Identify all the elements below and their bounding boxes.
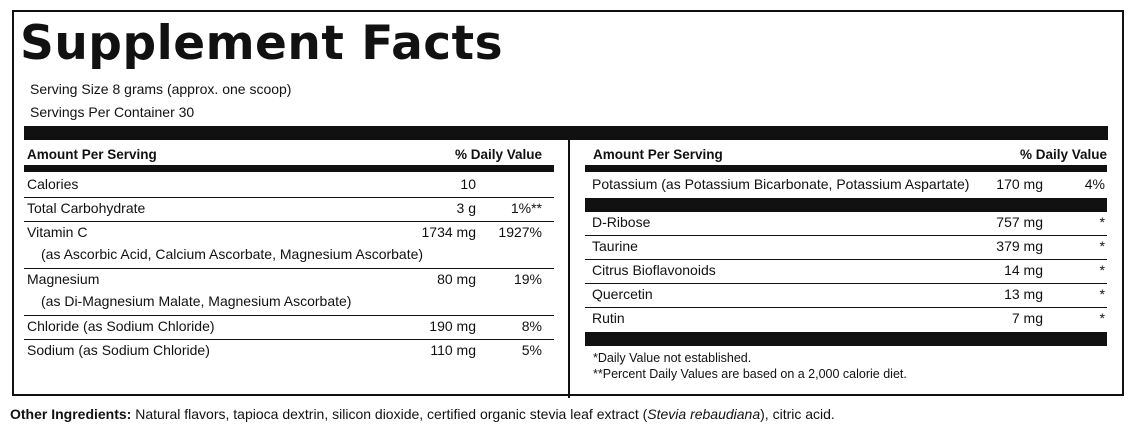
nutrient-name: Quercetin <box>592 286 653 302</box>
nutrient-name: Magnesium <box>27 271 100 287</box>
footnote-dv-not-established: *Daily Value not established. <box>593 351 752 365</box>
nutrient-amount: 13 mg <box>1004 286 1043 302</box>
nutrient-dv: 4% <box>1084 176 1105 192</box>
nutrient-row <box>24 222 554 269</box>
thick-divider <box>24 126 1108 140</box>
nutrient-amount: 14 mg <box>1004 262 1043 278</box>
nutrient-amount: 170 mg <box>996 176 1043 192</box>
nutrient-amount: 190 mg <box>429 318 476 334</box>
nutrient-dv: * <box>1099 238 1105 254</box>
nutrient-dv: 8% <box>521 318 542 334</box>
nutrient-name: Sodium (as Sodium Chloride) <box>27 342 210 358</box>
nutrient-name: Vitamin C <box>27 224 88 240</box>
right-column <box>585 140 1107 386</box>
left-header-amount: Amount Per Serving <box>27 147 157 162</box>
nutrient-dv: 5% <box>521 342 542 358</box>
nutrient-amount: 757 mg <box>996 214 1043 230</box>
footnotes <box>585 346 1107 386</box>
nutrient-row <box>24 198 554 222</box>
serving-size: Serving Size 8 grams (approx. one scoop) <box>30 81 292 97</box>
other-ingredients-text-end: ), citric acid. <box>760 406 835 422</box>
right-header <box>585 140 1107 172</box>
nutrient-dv: * <box>1099 310 1105 326</box>
nutrient-amount: 379 mg <box>996 238 1043 254</box>
section-bar <box>585 198 1107 212</box>
column-divider <box>568 140 570 398</box>
nutrient-name: Potassium (as Potassium Bicarbonate, Potassium Aspartate) <box>592 176 970 192</box>
nutrient-dv: * <box>1099 286 1105 302</box>
right-header-dv: % Daily Value <box>1019 147 1107 162</box>
nutrient-name: Taurine <box>592 238 638 254</box>
nutrient-row <box>24 174 554 198</box>
nutrient-row <box>585 284 1107 308</box>
nutrient-name: Rutin <box>592 310 625 326</box>
footnote-percent-basis: **Percent Daily Values are based on a 2,000 calorie diet. <box>593 367 907 381</box>
nutrient-row <box>585 236 1107 260</box>
nutrient-row <box>585 212 1107 236</box>
other-ingredients-botanical: Stevia rebaudiana <box>647 406 761 422</box>
nutrient-name: Citrus Bioflavonoids <box>592 262 716 278</box>
nutrient-row <box>24 316 554 340</box>
nutrient-name: Calories <box>27 176 79 192</box>
nutrient-dv: 19% <box>513 271 542 287</box>
nutrient-source: (as Di-Magnesium Malate, Magnesium Ascorbate) <box>41 293 352 309</box>
nutrient-amount: 110 mg <box>430 342 476 358</box>
nutrient-dv: * <box>1099 214 1105 230</box>
left-header <box>24 140 554 172</box>
nutrient-name: Total Carbohydrate <box>27 200 146 216</box>
nutrient-row <box>24 340 554 364</box>
nutrient-amount: 1734 mg <box>421 224 476 240</box>
left-column <box>24 140 554 364</box>
panel-title: Supplement Facts <box>20 16 504 71</box>
servings-per-container: Servings Per Container 30 <box>30 104 195 120</box>
nutrient-row <box>585 174 1107 198</box>
nutrient-name: D-Ribose <box>592 214 651 230</box>
nutrient-dv: 1927% <box>498 224 542 240</box>
nutrient-amount: 3 g <box>456 200 476 216</box>
other-ingredients-label: Other Ingredients: <box>10 406 132 422</box>
nutrient-source: (as Ascorbic Acid, Calcium Ascorbate, Magnesium Ascorbate) <box>41 246 424 262</box>
nutrient-dv: * <box>1099 262 1105 278</box>
nutrient-amount: 10 <box>460 176 476 192</box>
left-header-dv: % Daily Value <box>454 147 542 162</box>
nutrient-name: Chloride (as Sodium Chloride) <box>27 318 215 334</box>
nutrient-row <box>585 308 1107 332</box>
section-bar <box>585 332 1107 346</box>
nutrient-amount: 7 mg <box>1011 310 1043 326</box>
nutrient-row <box>585 260 1107 284</box>
other-ingredients <box>10 404 835 424</box>
nutrient-row <box>24 269 554 316</box>
nutrient-dv: 1%** <box>510 200 542 216</box>
other-ingredients-text: Natural flavors, tapioca dextrin, silicon dioxide, certified organic stevia leaf extract ( <box>131 406 648 422</box>
nutrient-amount: 80 mg <box>437 271 476 287</box>
right-header-amount: Amount Per Serving <box>593 147 723 162</box>
